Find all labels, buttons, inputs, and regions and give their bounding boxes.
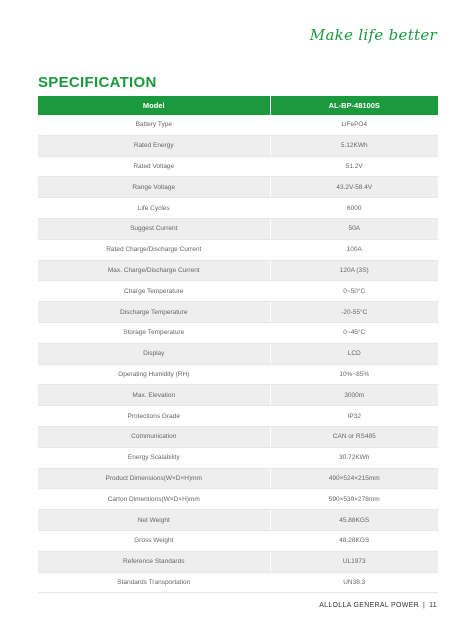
table-row bbox=[38, 156, 438, 177]
spec-label: Operating Humidity (RH) bbox=[38, 364, 270, 385]
table-row bbox=[38, 115, 438, 135]
spec-value: 0~45°C bbox=[270, 322, 438, 343]
footer-company: ALLOLLA GENERAL POWER bbox=[319, 602, 419, 609]
table-row bbox=[38, 135, 438, 156]
spec-value: IP32 bbox=[270, 406, 438, 427]
table-row bbox=[38, 551, 438, 572]
spec-value: 51.2V bbox=[270, 156, 438, 177]
spec-value: 3000m bbox=[270, 385, 438, 406]
table-row bbox=[38, 447, 438, 468]
spec-label: Discharge Temperature bbox=[38, 302, 270, 323]
spec-label: Max. Elevation bbox=[38, 385, 270, 406]
table-row bbox=[38, 468, 438, 489]
table-row bbox=[38, 530, 438, 551]
table-row bbox=[38, 426, 438, 447]
table-row bbox=[38, 239, 438, 260]
spec-label: Display bbox=[38, 343, 270, 364]
spec-value: 10%~85% bbox=[270, 364, 438, 385]
spec-label: Standards Transportation bbox=[38, 572, 270, 593]
page-number: 11 bbox=[429, 602, 437, 609]
spec-value: UL1973 bbox=[270, 551, 438, 572]
spec-label: Life Cycles bbox=[38, 198, 270, 219]
spec-value: LiFePO4 bbox=[270, 115, 438, 135]
spec-label: Energy Scalability bbox=[38, 447, 270, 468]
spec-label: Rated Voltage bbox=[38, 156, 270, 177]
spec-value: 0~50°C bbox=[270, 281, 438, 302]
spec-value: CAN or RS485 bbox=[270, 426, 438, 447]
spec-label: Rated Energy bbox=[38, 135, 270, 156]
spec-label: Product Dimensions(W×D×H)mm bbox=[38, 468, 270, 489]
table-row bbox=[38, 302, 438, 323]
table-row bbox=[38, 406, 438, 427]
spec-value: 490×524×215mm bbox=[270, 468, 438, 489]
table-row bbox=[38, 260, 438, 281]
spec-value: 590×530×278mm bbox=[270, 489, 438, 510]
table-row bbox=[38, 489, 438, 510]
spec-label: Range Voltage bbox=[38, 177, 270, 198]
table-row bbox=[38, 198, 438, 219]
table-row bbox=[38, 572, 438, 593]
spec-value: 120A (3S) bbox=[270, 260, 438, 281]
table-row bbox=[38, 510, 438, 531]
table-row bbox=[38, 343, 438, 364]
page-footer bbox=[319, 602, 437, 609]
spec-label: Communication bbox=[38, 426, 270, 447]
table-row bbox=[38, 364, 438, 385]
spec-label: Carton Dimentions(W×D×H)mm bbox=[38, 489, 270, 510]
spec-value: LCD bbox=[270, 343, 438, 364]
spec-value: 48.28KGS bbox=[270, 530, 438, 551]
specification-table bbox=[38, 96, 438, 593]
spec-value: 5.12KWh bbox=[270, 135, 438, 156]
spec-value: UN38.3 bbox=[270, 572, 438, 593]
header-value: AL-BP-48100S bbox=[270, 96, 438, 115]
table-row bbox=[38, 177, 438, 198]
spec-value: 43.2V-58.4V bbox=[270, 177, 438, 198]
table-row bbox=[38, 281, 438, 302]
section-title: SPECIFICATION bbox=[38, 74, 157, 91]
spec-label: Suggest Current bbox=[38, 218, 270, 239]
table-header-row bbox=[38, 96, 438, 115]
spec-label: Protections Grade bbox=[38, 406, 270, 427]
spec-label: Storage Temperature bbox=[38, 322, 270, 343]
footer-separator: | bbox=[423, 602, 426, 609]
spec-label: Charge Temperature bbox=[38, 281, 270, 302]
header-label: Model bbox=[38, 96, 270, 115]
spec-value: -20-55°C bbox=[270, 302, 438, 323]
tagline: Make life better bbox=[309, 26, 437, 44]
spec-value: 100A bbox=[270, 239, 438, 260]
spec-label: Gross Weight bbox=[38, 530, 270, 551]
spec-label: Rated Charge/Discharge Current bbox=[38, 239, 270, 260]
table-row bbox=[38, 322, 438, 343]
table-row bbox=[38, 385, 438, 406]
spec-label: Battery Type bbox=[38, 115, 270, 135]
spec-value: 45.88KGS bbox=[270, 510, 438, 531]
spec-value: 30.72KWh bbox=[270, 447, 438, 468]
spec-value: 50A bbox=[270, 218, 438, 239]
spec-label: Max. Charge/Discharge Current bbox=[38, 260, 270, 281]
spec-label: Reference Standards bbox=[38, 551, 270, 572]
spec-value: 6000 bbox=[270, 198, 438, 219]
spec-label: Net Weight bbox=[38, 510, 270, 531]
table-row bbox=[38, 218, 438, 239]
